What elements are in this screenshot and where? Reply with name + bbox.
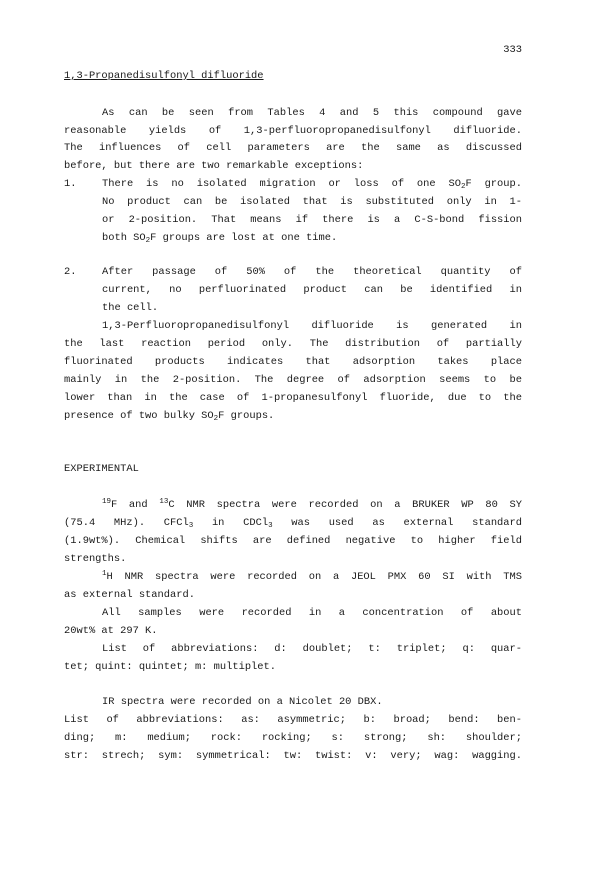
item1-line4: both $SO_2F$ groups are lost at one time. (102, 232, 338, 245)
nmr1-line4: strengths. (64, 553, 127, 565)
experimental-heading: EXPERIMENTAL (64, 463, 139, 475)
abbrev-nmr-line1: List of abbreviations: d: doublet; t: triplet; q: quar- (102, 643, 522, 655)
ir-line2: List of abbreviations: as: asymmetric; b: broad; bend: ben- (64, 714, 522, 726)
para2-line2: the last reaction period only. The distribution of partially (64, 338, 522, 350)
para2-line6: presence of two bulky $SO_2F$ groups. (64, 410, 275, 423)
nmr2-line1: $^1$H NMR spectra were recorded on a JEOL PMX 60 SI with TMS (102, 570, 522, 583)
ir-line3: ding; m: medium; rock: rocking; s: strong; sh: shoulder; (64, 732, 522, 744)
item1-line2: No product can be isolated that is substituted only in 1- (102, 196, 522, 208)
para2-line5: lower than in the case of 1-propanesulfonyl fluoride, due to the (64, 392, 522, 404)
nmr1-line1: $^{19}$F and $^{13}$C NMR spectra were recorded on a BRUKER WP 80 SY (102, 498, 522, 511)
item2-number: 2. (64, 266, 77, 278)
samples-line2: 20wt% at 297 K. (64, 625, 158, 637)
item1-line3: or 2-position. That means if there is a C-S-bond fission (102, 214, 522, 226)
para2-line3: fluorinated products indicates that adsorption takes place (64, 356, 522, 368)
para1-line2: reasonable yields of 1,3-perfluoropropanedisulfonyl difluoride. (64, 125, 522, 137)
para1-line1: As can be seen from Tables 4 and 5 this compound gave (102, 107, 522, 119)
para1-line3: The influences of cell parameters are the same as discussed (64, 142, 522, 154)
para2-line4: mainly in the 2-position. The degree of adsorption seems to be (64, 374, 522, 386)
item1-number: 1. (64, 178, 77, 190)
nmr1-line3: (1.9wt%). Chemical shifts are defined negative to higher field (64, 535, 522, 547)
item2-line3: the cell. (102, 302, 159, 314)
item1-line1: There is no isolated migration or loss of one $SO_2F$ group. (102, 178, 522, 191)
item2-line2: current, no perfluorinated product can be identified in (102, 284, 522, 296)
ir-line4: str: strech; sym: symmetrical: tw: twist: v: very; wag: wagging. (64, 750, 522, 762)
abbrev-nmr-line2: tet; quint: quintet; m: multiplet. (64, 661, 277, 673)
nmr1-line2: (75.4 MHz). CFCl$_3$ in CDCl$_3$ was used as external standard (64, 517, 522, 530)
item2-line1: After passage of 50% of the theoretical quantity of (102, 266, 522, 278)
para1-line4: before, but there are two remarkable exceptions: (64, 160, 364, 172)
para2-line1: 1,3-Perfluoropropanedisulfonyl difluoride is generated in (102, 320, 522, 332)
nmr2-line2: as external standard. (64, 589, 195, 601)
page-number: 333 (503, 44, 522, 56)
samples-line1: All samples were recorded in a concentration of about (102, 607, 522, 619)
ir-line1: IR spectra were recorded on a Nicolet 20 DBX. (102, 696, 383, 708)
section-heading: 1,3-Propanedisulfonyl difluoride (64, 70, 264, 82)
